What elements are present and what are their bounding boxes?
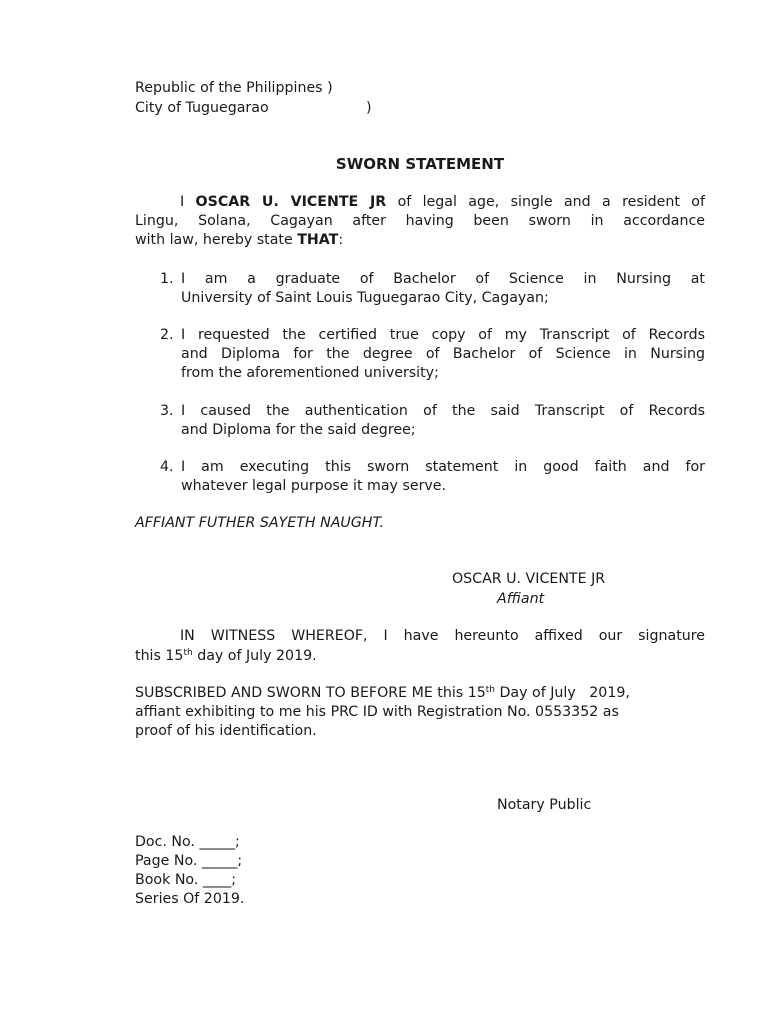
intro-line-1	[135, 193, 705, 212]
affiant-closing: AFFIANT FUTHER SAYETH NAUGHT.	[135, 515, 384, 531]
affiant-role: Affiant	[497, 591, 545, 607]
item-4-line-2: whatever legal purpose it may serve.	[181, 478, 447, 494]
witness-line-2-post: day of July 2019.	[192, 648, 317, 664]
intro-colon: :	[338, 232, 344, 248]
item-1-line-1: I am a graduate of Bachelor of Science in Nursing at	[181, 271, 705, 287]
item-4-number: 4.	[160, 459, 174, 475]
subscribed-line-3: proof of his identification.	[135, 723, 317, 739]
item-2-line-2: and Diploma for the degree of Bachelor of Science in Nursing	[181, 346, 705, 362]
item-3-number: 3.	[160, 403, 174, 419]
intro-line-1-rest: of legal age, single and a resident of	[386, 194, 705, 210]
header-city-paren: )	[366, 100, 372, 116]
intro-pre: I	[180, 194, 196, 210]
subscribed-line-1-pre: SUBSCRIBED AND SWORN TO BEFORE ME this 15	[135, 685, 486, 701]
affiant-name-bold: OSCAR U. VICENTE JR	[195, 194, 387, 210]
witness-line-1: IN WITNESS WHEREOF, I have hereunto affixed our signature	[180, 628, 705, 644]
docket-series: Series Of 2019.	[135, 891, 245, 907]
item-1-number: 1.	[160, 271, 174, 287]
subscribed-line-2: affiant exhibiting to me his PRC ID with Registration No. 0553352 as	[135, 704, 619, 720]
docket-book-no: Book No. ____;	[135, 872, 237, 888]
intro-that: THAT	[297, 232, 339, 248]
subscribed-ordinal-suffix: th	[485, 685, 495, 695]
subscribed-line-1-post: Day of July 2019,	[495, 685, 630, 701]
item-4-line-1: I am executing this sworn statement in good faith and for	[181, 459, 705, 475]
witness-line-2	[135, 647, 317, 666]
item-2-number: 2.	[160, 327, 174, 343]
header-city: City of Tuguegarao	[135, 100, 269, 116]
docket-doc-no: Doc. No. _____;	[135, 834, 240, 850]
witness-ordinal-suffix: th	[183, 648, 193, 658]
intro-line-3-pre: with law, hereby state	[135, 232, 298, 248]
document-title: SWORN STATEMENT	[335, 155, 505, 173]
item-3-line-1: I caused the authentication of the said Transcript of Records	[181, 403, 705, 419]
intro-line-2: Lingu, Solana, Cagayan after having been sworn in accordance	[135, 213, 705, 229]
item-3-line-2: and Diploma for the said degree;	[181, 422, 416, 438]
item-2-line-1: I requested the certified true copy of my Transcript of Records	[181, 327, 705, 343]
notary-public-label: Notary Public	[497, 797, 592, 813]
docket-page-no: Page No. _____;	[135, 853, 243, 869]
header-republic: Republic of the Philippines )	[135, 80, 333, 96]
subscribed-line-1	[135, 684, 630, 703]
item-2-line-3: from the aforementioned university;	[181, 365, 439, 381]
witness-line-2-pre: this 15	[135, 648, 184, 664]
intro-line-3	[135, 231, 343, 250]
item-1-line-2: University of Saint Louis Tuguegarao City, Cagayan;	[181, 290, 549, 306]
affiant-signature-name: OSCAR U. VICENTE JR	[452, 571, 606, 587]
